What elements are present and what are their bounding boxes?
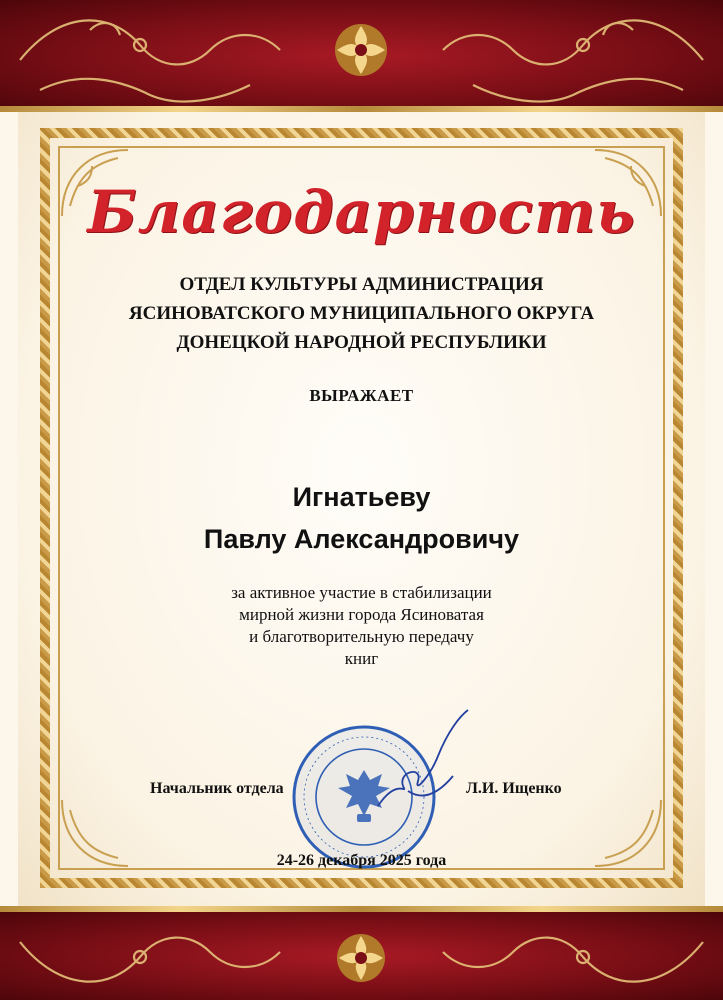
organization-line: ЯСИНОВАТСКОГО МУНИЦИПАЛЬНОГО ОКРУГА xyxy=(128,303,595,324)
recipient-surname: Игнатьеву xyxy=(292,482,431,512)
top-ornament-band xyxy=(0,0,723,112)
center-rosette-icon xyxy=(335,24,387,76)
signatory-title: Начальник отдела xyxy=(150,780,284,797)
organization-line: ДОНЕЦКОЙ НАРОДНОЙ РЕСПУБЛИКИ xyxy=(176,332,547,353)
recipient-given-names: Павлу Александровичу xyxy=(203,524,520,554)
bottom-ornament-band xyxy=(0,912,723,1000)
reason-line: за активное участие в стабилизации xyxy=(231,583,492,602)
reason-line: книг xyxy=(344,649,379,668)
award-reason xyxy=(0,582,723,670)
signatory-name: Л.И. Ищенко xyxy=(466,780,562,797)
certificate-date: 24-26 декабря 2025 года xyxy=(276,852,447,869)
floral-scroll-ornament xyxy=(0,0,723,112)
center-rosette-icon xyxy=(337,934,385,982)
handwritten-signature xyxy=(368,706,478,826)
certificate-title: Благодарность xyxy=(87,178,636,246)
reason-line: и благотворительную передачу xyxy=(249,627,474,646)
reason-line: мирной жизни города Ясиноватая xyxy=(239,605,484,624)
organization-name xyxy=(0,270,723,357)
recipient-name xyxy=(0,476,723,560)
floral-scroll-ornament xyxy=(0,912,723,1000)
expresses-heading: ВЫРАЖАЕТ xyxy=(309,386,414,405)
organization-line: ОТДЕЛ КУЛЬТУРЫ АДМИНИСТРАЦИЯ xyxy=(179,274,544,295)
